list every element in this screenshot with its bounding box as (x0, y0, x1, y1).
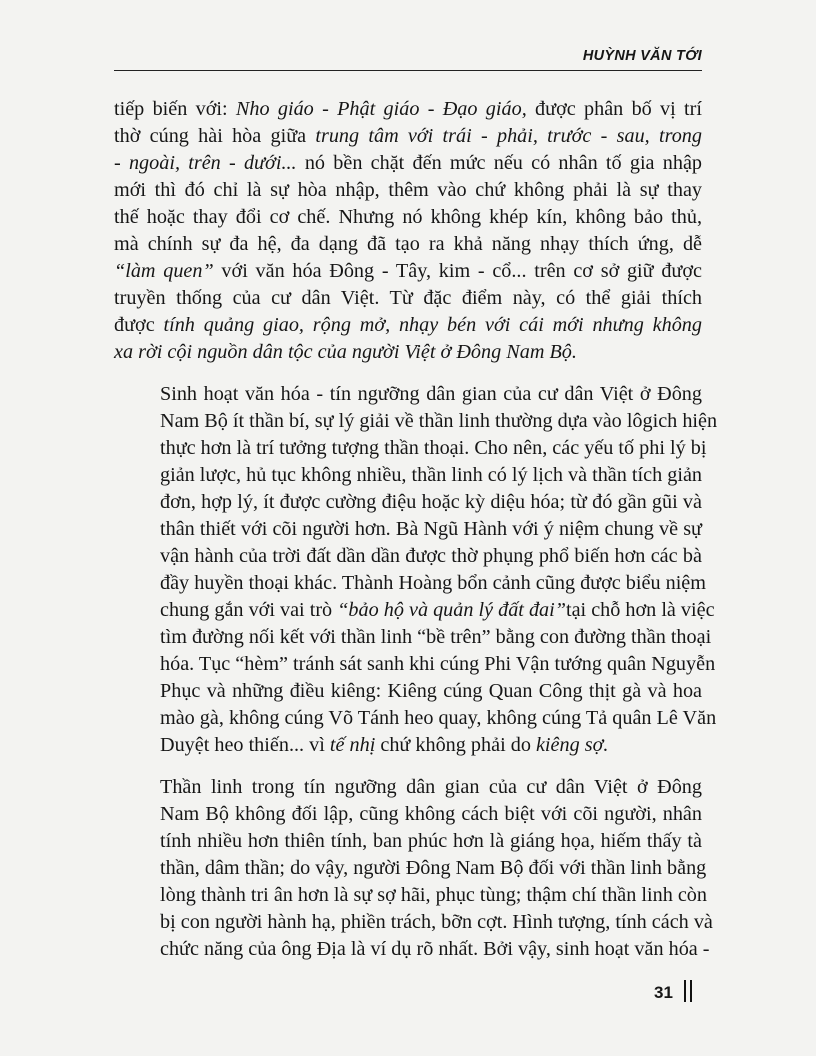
text-line (114, 435, 707, 462)
running-header (114, 48, 702, 70)
text-run: Nam Bộ không đối lập, cũng không cách biệt với cõi người, nhân (160, 803, 702, 825)
text-line (114, 855, 707, 882)
italic-text: Nho giáo - Phật giáo - Đạo giáo, (235, 98, 527, 120)
text-line (114, 258, 702, 285)
text-line (114, 570, 706, 597)
text-line (114, 732, 702, 759)
italic-text: “làm quen” (114, 260, 214, 282)
text-run: được phân bố vị trí (526, 98, 702, 120)
text-run: Phục và những điều kiêng: Kiêng cúng Quan Công thịt gà và hoa (160, 680, 702, 702)
text-line (114, 408, 718, 435)
text-run: vận hành của trời đất dần dần được thờ phụng phổ biến hơn các bà (160, 545, 702, 567)
text-line (114, 774, 702, 801)
italic-text: xa rời cội nguồn dân tộc của người Việt ở Đông Nam Bộ. (114, 341, 577, 363)
text-run: mà chính sự đa hệ, đa dạng đã tạo ra khả năng nhạy thích ứng, dễ (114, 233, 702, 255)
text-run: lòng thành tri ân hơn là sự sợ hãi, phục tùng; thậm chí thần linh còn (160, 884, 707, 906)
text-line (114, 204, 702, 231)
author-name: HUỲNH VĂN TỚI (582, 48, 702, 64)
text-line (114, 624, 712, 651)
text-line (114, 909, 713, 936)
paragraph (114, 96, 702, 366)
text-run: Thần linh trong tín ngưỡng dân gian của cư dân Việt ở Đông (160, 776, 702, 798)
text-line (114, 543, 702, 570)
text-line (114, 123, 702, 150)
italic-text: - ngoài, trên - dưới... (114, 152, 297, 174)
text-line (114, 285, 702, 312)
text-run: tại chỗ hơn là việc (565, 599, 715, 621)
text-run: thế hoặc thay đổi cơ chế. Nhưng nó không khép kín, không bảo thủ, (114, 206, 702, 228)
text-run: truyền thống của cư dân Việt. Từ đặc điểm này, có thể giải thích (114, 287, 702, 309)
text-run: mới thì đó chỉ là sự hòa nhập, thêm vào chứ không phải là sự thay (114, 179, 702, 201)
text-line (114, 516, 702, 543)
text-run: thần, dâm thần; do vậy, người Đông Nam Bộ đối với thần linh bằng (160, 857, 707, 879)
italic-text: trung tâm với trái - phải, trước - sau, trong (315, 125, 702, 147)
text-line (114, 828, 702, 855)
text-line (114, 381, 702, 408)
text-line (114, 882, 707, 909)
text-run: bị con người hành hạ, phiền trách, bỡn cợt. Hình tượng, tính cách và (160, 911, 713, 933)
text-run: được (114, 314, 164, 336)
page-number-bars (684, 980, 692, 1002)
text-run: đơn, hợp lý, ít được cường điệu hoặc kỳ diệu hóa; từ đó gần gũi và (160, 491, 702, 513)
text-line (114, 150, 702, 177)
text-line (114, 597, 715, 624)
text-run: Nam Bộ ít thần bí, sự lý giải về thần linh thường dựa vào lôgich hiện (160, 410, 718, 432)
text-run: thân thiết với cõi người hơn. Bà Ngũ Hành với ý niệm chung về sự (160, 518, 702, 540)
text-run: chứ không phải do (375, 734, 536, 756)
page-number: 31 (654, 983, 673, 1002)
header-rule (114, 70, 702, 71)
text-run: tính nhiều hơn thiên tính, ban phúc hơn là giáng họa, hiếm thấy tà (160, 830, 702, 852)
text-run: chức năng của ông Địa là ví dụ rõ nhất. Bởi vậy, sinh hoạt văn hóa - (160, 938, 710, 960)
text-run: hóa. Tục “hèm” tránh sát sanh khi cúng Phi Vận tướng quân Nguyễn (160, 653, 716, 675)
text-run: Sinh hoạt văn hóa - tín ngưỡng dân gian của cư dân Việt ở Đông (160, 383, 702, 405)
text-line (114, 231, 702, 258)
text-line (114, 705, 717, 732)
text-line (114, 489, 702, 516)
italic-text: “bảo hộ và quản lý đất đai” (337, 599, 566, 621)
text-run: tiếp biến với: (114, 98, 236, 120)
paragraph (114, 381, 718, 759)
italic-text: kiêng sợ. (535, 734, 609, 756)
text-run: nó bền chặt đến mức nếu có nhân tố gia nhập (296, 152, 703, 174)
italic-text: tính quảng giao, rộng mở, nhạy bén với cái mới nhưng không (163, 314, 702, 336)
text-run: chung gắn với vai trò (160, 599, 338, 621)
text-line (114, 96, 702, 123)
text-line (114, 177, 702, 204)
text-run: giản lược, hủ tục không nhiều, thần linh có lý lịch và thần tích giản (160, 464, 702, 486)
text-run: Duyệt heo thiến... vì (160, 734, 330, 756)
text-line (114, 678, 702, 705)
text-line (114, 936, 710, 963)
paragraph (114, 774, 713, 963)
text-line (114, 651, 716, 678)
text-run: thực hơn là trí tưởng tượng thần thoại. Cho nên, các yếu tố phi lý bị (160, 437, 707, 459)
text-line (114, 462, 702, 489)
text-line (114, 339, 702, 366)
text-line (114, 801, 702, 828)
body-text (114, 96, 718, 963)
text-run: thờ cúng hài hòa giữa (114, 125, 316, 147)
text-run: đầy huyền thoại khác. Thành Hoàng bổn cảnh cũng được biểu niệm (160, 572, 706, 594)
text-run: với văn hóa Đông - Tây, kim - cổ... trên cơ sở giữ được (213, 260, 702, 282)
italic-text: tế nhị (329, 734, 376, 756)
text-run: mào gà, không cúng Võ Tánh heo quay, không cúng Tả quân Lê Văn (160, 707, 717, 729)
text-line (114, 312, 702, 339)
text-run: tìm đường nối kết với thần linh “bề trên” bằng con đường thần thoại (160, 626, 712, 648)
